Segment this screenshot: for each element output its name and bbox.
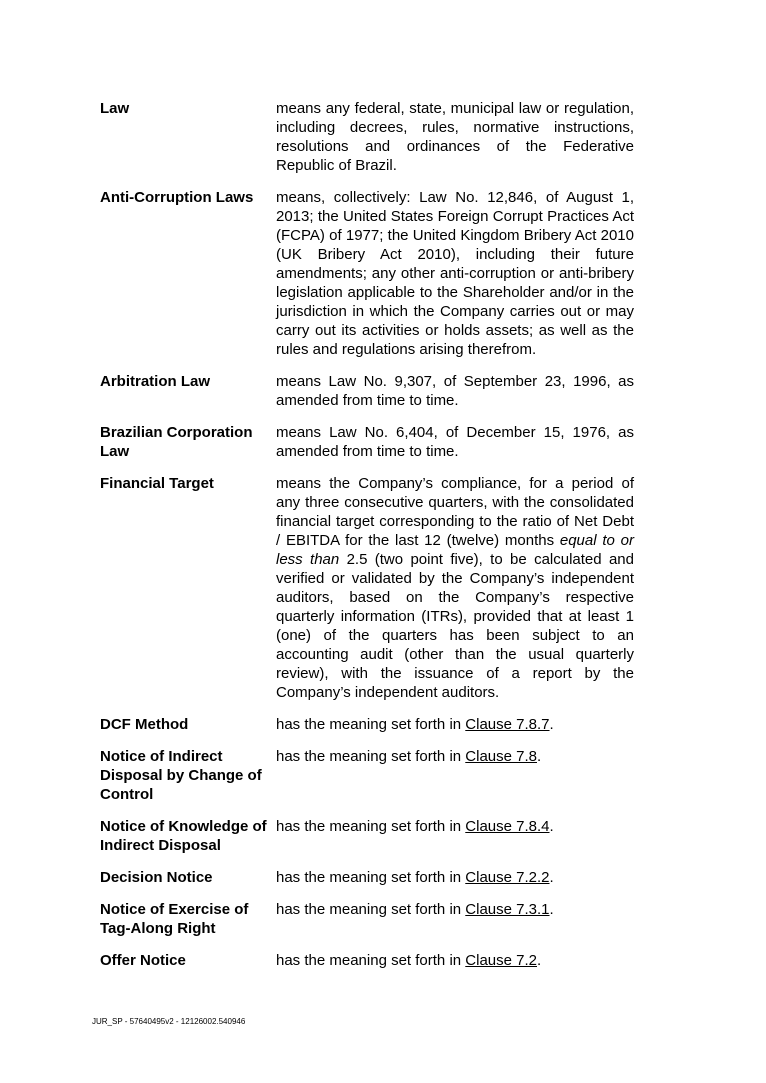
definition-arbitration-law <box>100 372 634 410</box>
definition-brazilian-corporation-law <box>100 423 634 461</box>
definition-term: Notice of Exercise of Tag-Along Right <box>100 901 249 937</box>
definition-term: Decision Notice <box>100 869 213 886</box>
definition-suffix: . <box>549 901 554 918</box>
definition-prefix: has the meaning set forth in <box>276 748 466 765</box>
clause-reference-link[interactable]: Clause 7.3.1 <box>465 901 550 918</box>
definition-dcf-method <box>100 715 634 734</box>
definition-text <box>276 868 634 887</box>
definition-suffix: . <box>549 716 554 733</box>
definition-text <box>276 747 634 804</box>
clause-reference-link[interactable]: Clause 7.2 <box>465 952 537 969</box>
definition-prefix: has the meaning set forth in <box>276 869 466 886</box>
definition-anti-corruption-laws <box>100 188 634 359</box>
definition-term: Notice of Knowledge of Indirect Disposal <box>100 818 267 854</box>
definition-text <box>276 900 634 938</box>
definition-decision-notice <box>100 868 634 887</box>
definition-prefix: has the meaning set forth in <box>276 901 466 918</box>
definition-text: means Law No. 6,404, of December 15, 1976, as amended from time to time. <box>276 424 634 460</box>
definition-term: Financial Target <box>100 475 214 492</box>
definition-text <box>276 817 634 855</box>
definition-law <box>100 99 634 175</box>
definition-notice-of-indirect-disposal <box>100 747 634 804</box>
definition-text-part: means the Company’s compliance, for a period of any three consecutive quarters, with the consolidated financial target corresponding to the ratio of Net Debt / EBITDA for the last 12 (twelve) months <box>276 475 634 549</box>
definition-suffix: . <box>549 818 554 835</box>
definition-suffix: . <box>549 869 554 886</box>
definition-prefix: has the meaning set forth in <box>276 952 466 969</box>
definition-text: means, collectively: Law No. 12,846, of August 1, 2013; the United States Foreign Corrupt Practices Act (FCPA) of 1977; the United Kingdom Bribery Act 2010 (UK Bribery Act 2010), including their future amendments; any other anti-corruption or anti-bribery legislation applicable to the Shareholder and/or in the jurisdiction in which the Company carries out or may carry out its activities or holds assets; as well as the rules and regulations arising therefrom. <box>276 189 634 358</box>
definitions-list <box>100 99 634 983</box>
definition-suffix: . <box>537 952 542 969</box>
definition-notice-of-knowledge <box>100 817 634 855</box>
definition-offer-notice <box>100 951 634 970</box>
definition-term: Notice of Indirect Disposal by Change of Control <box>100 748 262 803</box>
definition-suffix: . <box>537 748 542 765</box>
definition-term: Arbitration Law <box>100 373 211 390</box>
definition-prefix: has the meaning set forth in <box>276 716 466 733</box>
definition-notice-of-exercise <box>100 900 634 938</box>
definition-text-italic: equal to or less than <box>276 532 634 568</box>
clause-reference-link[interactable]: Clause 7.8 <box>465 748 537 765</box>
clause-reference-link[interactable]: Clause 7.8.4 <box>465 818 550 835</box>
definition-prefix: has the meaning set forth in <box>276 818 466 835</box>
document-footer-code: JUR_SP - 57640495v2 - 12126002.540946 <box>92 1017 246 1026</box>
definition-term: Law <box>100 100 130 117</box>
definition-text: means Law No. 9,307, of September 23, 1996, as amended from time to time. <box>276 373 634 409</box>
definition-text <box>276 474 634 702</box>
definition-text-part: 2.5 (two point five), to be calculated and verified or validated by the Company’s independent auditors, based on the Company’s respective quarterly information (ITRs), provided that at least 1 (one) of the quarters has been subject to an accounting audit (other than the usual quarterly review), with the issuance of a report by the Company’s independent auditors. <box>276 551 634 701</box>
definition-text <box>276 715 634 734</box>
definition-term: Offer Notice <box>100 952 186 969</box>
definition-text: means any federal, state, municipal law or regulation, including decrees, rules, normative instructions, resolutions and ordinances of the Federative Republic of Brazil. <box>276 100 634 174</box>
clause-reference-link[interactable]: Clause 7.2.2 <box>465 869 550 886</box>
definition-financial-target <box>100 474 634 702</box>
definition-term: Brazilian Corporation Law <box>100 424 253 460</box>
definition-term: DCF Method <box>100 716 189 733</box>
clause-reference-link[interactable]: Clause 7.8.7 <box>465 716 550 733</box>
definition-text <box>276 951 634 970</box>
definition-term: Anti-Corruption Laws <box>100 189 254 206</box>
